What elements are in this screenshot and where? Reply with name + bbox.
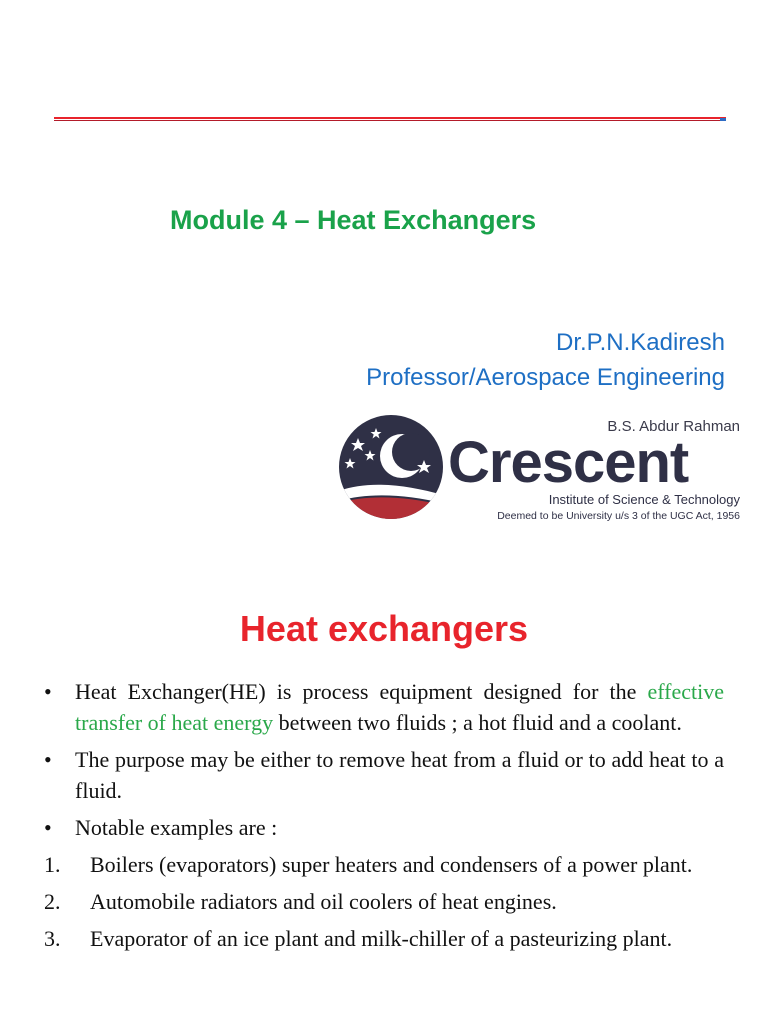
bullet-marker: •: [44, 679, 52, 704]
crescent-logo: [336, 414, 746, 526]
logo-sub-line-1: Institute of Science & Technology: [548, 492, 740, 507]
bullet-marker: •: [44, 747, 52, 772]
slide-heading: Heat exchangers: [239, 608, 529, 649]
logo-top-line: B.S. Abdur Rahman: [607, 418, 740, 435]
number-marker: 3.: [44, 926, 61, 951]
bullet-item: • The purpose may be either to remove heat from a fluid or to add heat to a fluid.: [44, 744, 724, 806]
bullet-item: • Heat Exchanger(HE) is process equipment designed for the effective transfer of heat energy between two fluids ; a hot fluid and a coolant.: [44, 676, 724, 738]
logo-sub-line-2: Deemed to be University u/s 3 of the UGC Act, 1956: [497, 510, 740, 522]
author-name: Dr.P.N.Kadiresh: [556, 329, 725, 356]
author-block: [366, 325, 725, 395]
crescent-emblem-icon: [336, 414, 446, 524]
number-marker: 1.: [44, 852, 61, 877]
author-role: Professor/Aerospace Engineering: [366, 364, 725, 391]
slide-body: [44, 676, 724, 960]
numbered-item: 3. Evaporator of an ice plant and milk-chiller of a pasteurizing plant.: [44, 923, 724, 954]
number-marker: 2.: [44, 889, 61, 914]
header-rule: [54, 117, 726, 122]
content-slide: [0, 576, 768, 1024]
bullet-marker: •: [44, 815, 52, 840]
highlight-text: effective transfer of heat energy: [75, 679, 724, 735]
numbered-item: 1. Boilers (evaporators) super heaters and condensers of a power plant.: [44, 849, 724, 880]
numbered-item: 2. Automobile radiators and oil coolers of heat engines.: [44, 886, 724, 917]
module-title: Module 4 – Heat Exchangers: [170, 205, 537, 235]
bullet-item: • Notable examples are :: [44, 812, 724, 843]
logo-name: Crescent: [448, 430, 689, 495]
